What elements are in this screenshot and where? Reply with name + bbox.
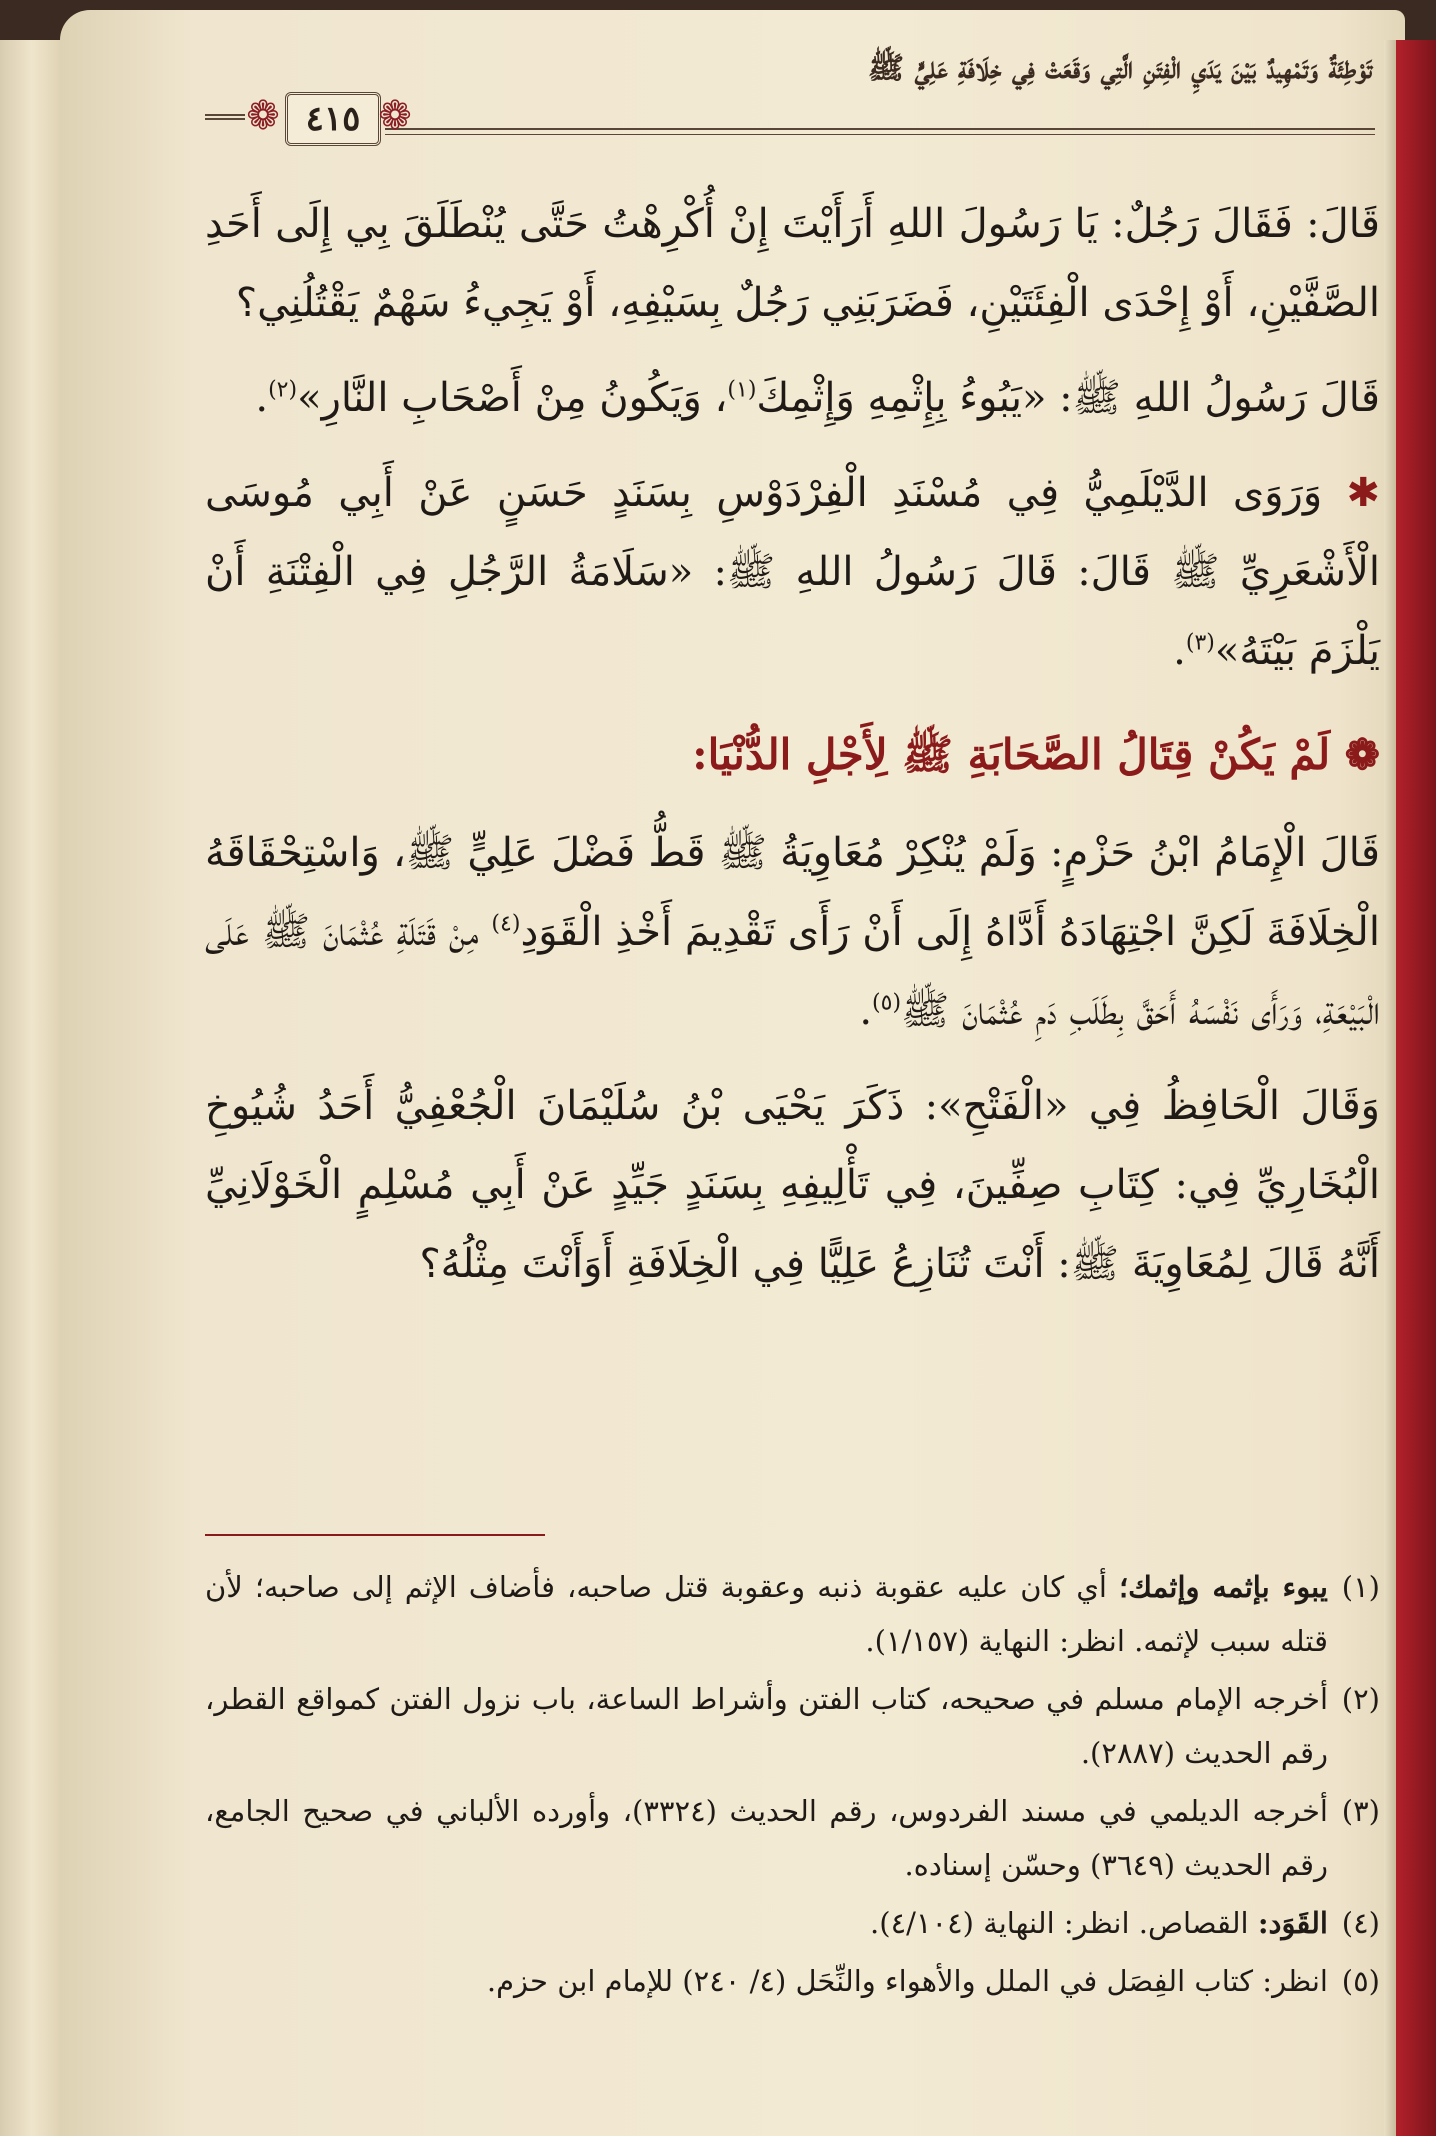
footnote-3: (٣) أخرجه الديلمي في مسند الفردوس، رقم الحديث (٣٣٢٤)، وأورده الألباني في صحيح الجامع، رقم الحديث (٣٦٤٩) وحسّن إسناده. xyxy=(205,1794,1380,1882)
paragraph-4: قَالَ الْإِمَامُ ابْنُ حَزْمٍ: وَلَمْ يُنْكِرْ مُعَاوِيَةُ ﷺ قَطُّ فَضْلَ عَلِيٍّ ﷺ، وَاسْتِحْقَاقَهُ الْخِلَافَةَ لَكِنَّ اجْتِهَادَهُ أَدَّاهُ إِلَى أَنْ رَأَى تَقْدِيمَ أَخْذِ الْقَوَدِ$^{(٤)}$ مِنْ قَتَلَةِ عُثْمَانَ ﷺ عَلَى الْبَيْعَةِ، وَرَأَى نَفْسَهُ أَحَقَّ بِطَلَبِ دَمِ عُثْمَانَ ﷺ$^{(٥)}$. xyxy=(205,830,1380,1034)
section-heading: ❁ لَمْ يَكُنْ قِتَالُ الصَّحَابَةِ ﷺ لِأَجْلِ الدُّنْيَا: xyxy=(692,730,1380,779)
header-rule xyxy=(205,93,1380,160)
main-text xyxy=(205,185,1380,1320)
footnote-5: (٥) انظر: كتاب الفِصَل في الملل والأهواء والنِّحَل (٤/ ٢٤٠) للإمام ابن حزم. xyxy=(486,1964,1380,1998)
ornament-left-icon: ❁ xyxy=(246,93,280,139)
paragraph-3: ✱ وَرَوَى الدَّيْلَمِيُّ فِي مُسْنَدِ الْفِرْدَوْسِ بِسَنَدٍ حَسَنٍ عَنْ أَبِي مُوسَى الْأَشْعَرِيِّ ﷺ قَالَ: قَالَ رَسُولُ اللهِ ﷺ: «سَلَامَةُ الرَّجُلِ فِي الْفِتْنَةِ أَنْ يَلْزَمَ بَيْتَهُ»$^{(٣)}$. xyxy=(205,470,1381,674)
header-dash xyxy=(205,114,245,120)
footnote-ref-3: (٣) xyxy=(1185,630,1215,656)
bullet-star-icon: ✱ xyxy=(1346,470,1381,516)
footnote-2: (٢) أخرجه الإمام مسلم في صحيحه، كتاب الفتن وأشراط الساعة، باب نزول الفتن كمواقع القطر، رقم الحديث (٢٨٨٧). xyxy=(205,1682,1380,1770)
book-cover-edge xyxy=(1396,40,1436,2136)
footnote-1: (١) يبوء بإثمه وإثمك؛ أي كان عليه عقوبة ذنبه وعقوبة قتل صاحبه، فأضاف الإثم إلى صاحبه؛ لأن قتله سبب لإثمه. انظر: النهاية (١/١٥٧). xyxy=(205,1570,1380,1658)
footnote-ref-4: (٤) xyxy=(491,911,521,937)
footnote-4: (٤) القَوَد: القصاص. انظر: النهاية (٤/١٠٤). xyxy=(870,1906,1380,1940)
page-number: ٤١٥ xyxy=(285,92,381,146)
header-rule-line xyxy=(385,128,1375,130)
ornament-right-icon: ❁ xyxy=(378,93,412,139)
running-header: تَوْطِئَةٌ وَتَمْهِيدٌ بَيْنَ يَدَيِ الْفِتَنِ الَّتِي وَقَعَتْ فِي خِلَافَةِ عَلِيٍّ ﷺ xyxy=(867,51,1372,86)
heading-flower-icon: ❁ xyxy=(1344,730,1380,779)
header-rule-line-thin xyxy=(385,134,1375,135)
page-content xyxy=(205,30,1380,2120)
footnote-separator xyxy=(205,1534,545,1536)
footnote-ref-5: (٥) xyxy=(872,990,902,1016)
paragraph-2: قَالَ رَسُولُ اللهِ ﷺ: «يَبُوءُ بِإِثْمِهِ وَإِثْمِكَ$^{(١)}$، وَيَكُونُ مِنْ أَصْحَابِ النَّارِ»$^{(٢)}$. xyxy=(255,375,1380,421)
footnote-ref-1: (١) xyxy=(727,377,757,403)
paragraph-1: قَالَ: فَقَالَ رَجُلٌ: يَا رَسُولَ اللهِ أَرَأَيْتَ إِنْ أُكْرِهْتُ حَتَّى يُنْطَلَقَ بِي إِلَى أَحَدِ الصَّفَّيْنِ، أَوْ إِحْدَى الْفِئَتَيْنِ، فَضَرَبَنِي رَجُلٌ بِسَيْفِهِ، أَوْ يَجِيءُ سَهْمٌ يَقْتُلُنِي؟ xyxy=(205,201,1380,326)
footnotes xyxy=(205,1560,1380,2012)
footnote-ref-2: (٢) xyxy=(268,377,298,403)
paragraph-5: وَقَالَ الْحَافِظُ فِي «الْفَتْحِ»: ذَكَرَ يَحْيَى بْنُ سُلَيْمَانَ الْجُعْفِيُّ أَحَدُ شُيُوخِ الْبُخَارِيِّ فِي: كِتَابِ صِفِّينَ، فِي تَأْلِيفِهِ بِسَنَدٍ جَيِّدٍ عَنْ أَبِي مُسْلِمٍ الْخَوْلَانِيِّ أَنَّهُ قَالَ لِمُعَاوِيَةَ ﷺ: أَنْتَ تُنَازِعُ عَلِيًّا فِي الْخِلَافَةِ أَوَأَنْتَ مِثْلُهُ؟ xyxy=(205,1083,1380,1287)
